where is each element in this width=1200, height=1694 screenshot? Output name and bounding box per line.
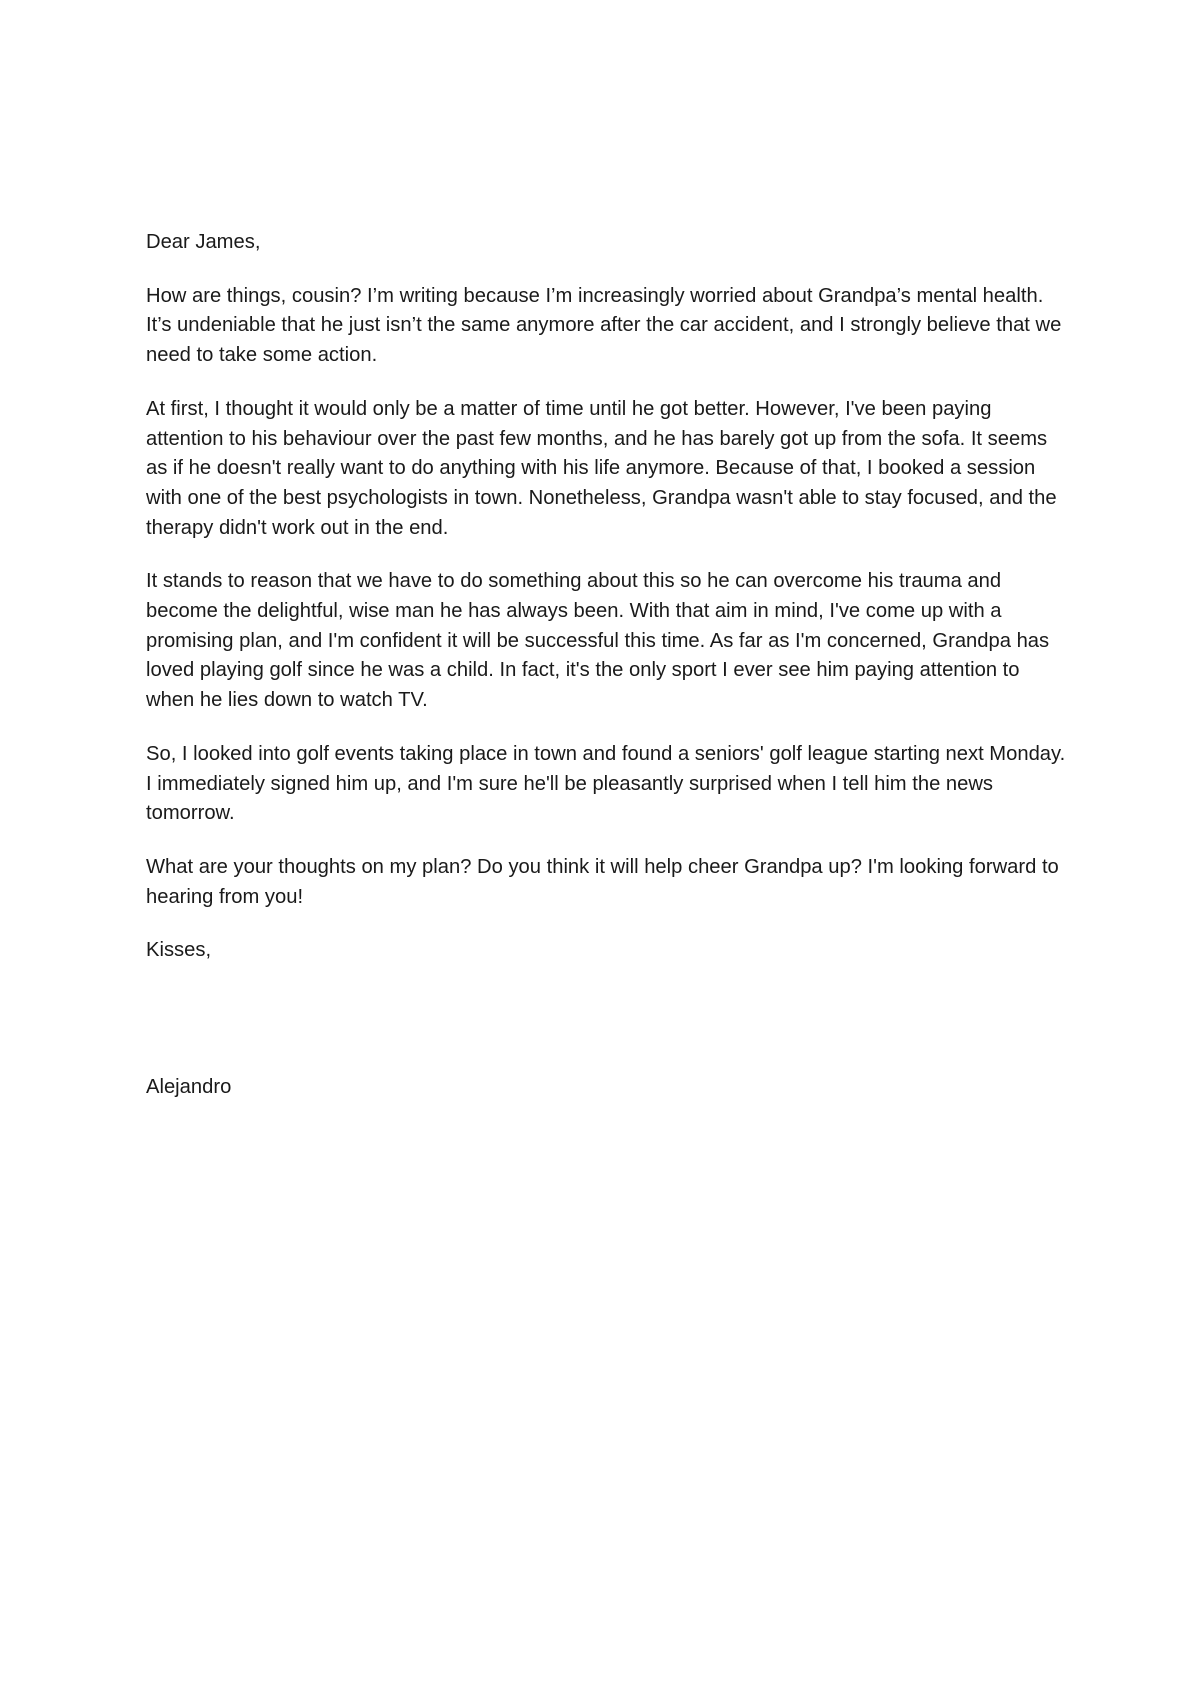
letter-paragraph: What are your thoughts on my plan? Do you think it will help cheer Grandpa up? I'm looking forward to hearing from you! xyxy=(146,855,1059,908)
letter-salutation: Dear James, xyxy=(146,231,261,253)
letter-body xyxy=(146,228,1066,1103)
letter-paragraph: It stands to reason that we have to do something about this so he can overcome his trauma and become the delightful, wise man he has always been. With that aim in mind, I've come up with a promising plan, and I'm confident it will be successful this time. As far as I'm concerned, Grandpa has loved playing golf since he was a child. In fact, it's the only sport I ever see him paying attention to when he lies down to watch TV. xyxy=(146,570,1050,712)
letter-closing: Kisses, xyxy=(146,939,212,962)
letter-paragraph: How are things, cousin? I’m writing because I’m increasingly worried about Grandpa’s mental health. It’s undeniable that he just isn’t the same anymore after the car accident, and I strongly believe that we need to take some action. xyxy=(146,284,1062,367)
letter-paragraph: At first, I thought it would only be a matter of time until he got better. However, I've been paying attention to his behaviour over the past few months, and he has barely got up from the sofa. It seems as if he doesn't really want to do anything with his life anymore. Because of that, I booked a session with one of the best psychologists in town. Nonetheless, Grandpa wasn't able to stay focused, and the therapy didn't work out in the end. xyxy=(146,397,1057,539)
letter-paragraph: So, I looked into golf events taking place in town and found a seniors' golf league starting next Monday. I immediately signed him up, and I'm sure he'll be pleasantly surprised when I tell him the news tomorrow. xyxy=(146,742,1066,825)
letter-signature: Alejandro xyxy=(146,1076,232,1099)
